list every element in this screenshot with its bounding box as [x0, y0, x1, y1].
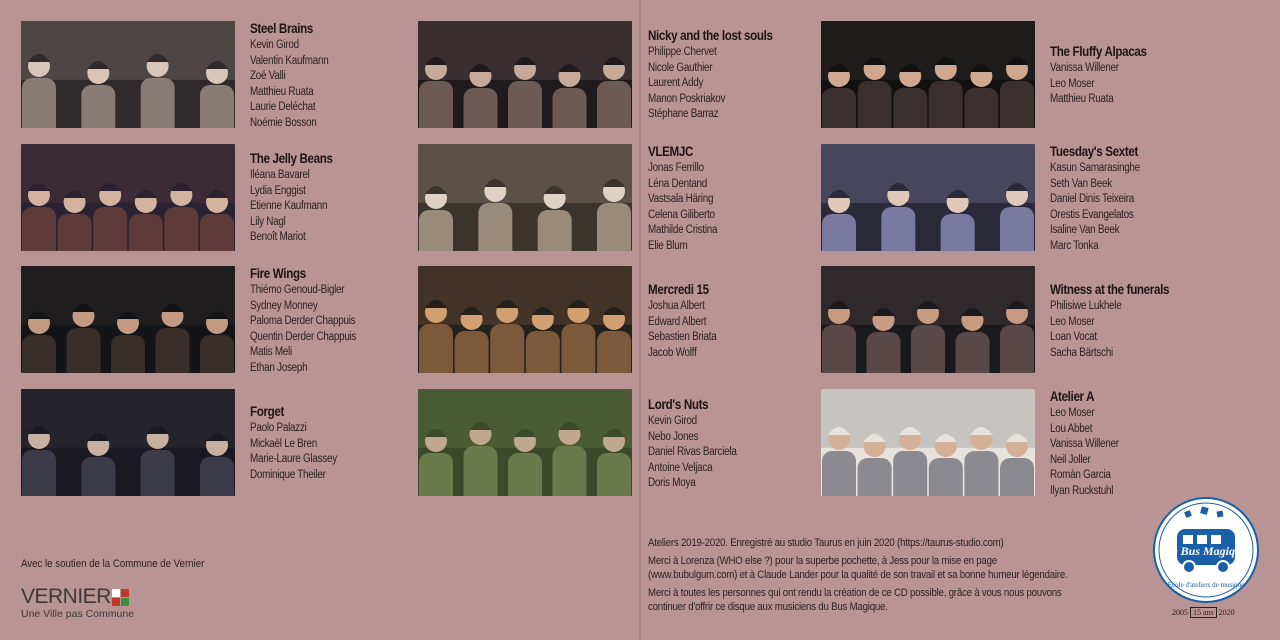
- band-member: Kevin Girod: [648, 415, 697, 427]
- year-start: 2005: [1172, 608, 1188, 617]
- band-member: Ethan Joseph: [250, 361, 308, 374]
- left-band-photo: [21, 144, 235, 251]
- band-member: Paloma Derder Chappuis: [250, 315, 356, 327]
- band-member: Sydney Monney: [250, 299, 318, 312]
- band-member: Lydia Enggist: [250, 184, 306, 197]
- band-member: Elie Blum: [648, 239, 688, 252]
- credits-line: Merci à toutes les personnes qui ont rendu la création de ce CD possible, grâce à vous nous pouvons continuer d'offrir ce disque aux musiciens du Bus Magique.: [648, 587, 1062, 613]
- band-member: Marc Tonka: [1050, 239, 1099, 252]
- band-member: Edward Albert: [648, 315, 707, 328]
- band-member: Nebo Jones: [648, 430, 699, 443]
- band-member: Romàn Garcia: [1050, 469, 1111, 481]
- band-block: [250, 266, 480, 376]
- center-fold: [639, 0, 641, 640]
- band-name: Nicky and the lost souls: [648, 28, 773, 43]
- band-member: Celena Giliberto: [648, 208, 715, 221]
- band-member: Daniel Rivas Barciela: [648, 446, 737, 458]
- band-member: Laurie Deléchat: [250, 101, 316, 113]
- band-member: Ilyan Ruckstuhl: [1050, 484, 1114, 497]
- band-member: Doris Moya: [648, 477, 696, 489]
- band-member: Vanissa Willener: [1050, 438, 1119, 450]
- band-name: Witness at the funerals: [1050, 282, 1170, 297]
- band-member: Jonas Ferrillo: [648, 162, 704, 174]
- band-block: [648, 282, 878, 361]
- band-member: Orestis Evangelatos: [1050, 208, 1134, 221]
- band-member: Philippe Chervet: [648, 46, 717, 58]
- band-member: Sebastien Briata: [648, 331, 717, 343]
- band-member: Léna Dentand: [648, 177, 708, 190]
- band-member: Laurent Addy: [648, 77, 704, 89]
- band-member: Thiémo Genoud-Bigler: [250, 284, 345, 296]
- band-member: Dominique Theiler: [250, 468, 326, 481]
- band-member: Jacob Wolff: [648, 346, 697, 359]
- band-member: Kevin Girod: [250, 39, 299, 51]
- band-member: Marie-Laure Glassey: [250, 453, 337, 465]
- band-member: Daniel Dinis Teixeira: [1050, 193, 1135, 205]
- band-block: [648, 28, 878, 123]
- credits-line: Ateliers 2019-2020. Enregistré au studio Taurus en juin 2020 (https://taurus-studio.com): [648, 537, 1004, 549]
- anniversary-label: 15 ans: [1190, 607, 1217, 618]
- band-name: The Fluffy Alpacas: [1050, 44, 1147, 59]
- band-block: [648, 144, 878, 254]
- left-band-photo: [21, 266, 235, 373]
- band-member: Seth Van Beek: [1050, 177, 1112, 190]
- anniversary-years: [1172, 608, 1235, 617]
- band-member: Paolo Palazzi: [250, 422, 307, 434]
- band-member: Sacha Bärtschi: [1050, 346, 1113, 359]
- left-band-photo: [21, 21, 235, 128]
- band-member: Quentin Derder Chappuis: [250, 330, 357, 343]
- band-name: Tuesday's Sextet: [1050, 144, 1139, 159]
- band-member: Benoît Mariot: [250, 231, 306, 243]
- band-block: [1050, 144, 1280, 254]
- band-member: Matis Meli: [250, 346, 292, 358]
- band-member: Valentin Kaufmann: [250, 54, 329, 67]
- band-member: Etienne Kaufmann: [250, 200, 328, 212]
- logo-tagline: École d'ateliers de musique: [1167, 581, 1245, 589]
- band-name: Forget: [250, 404, 285, 419]
- band-member: Antoine Veljaca: [648, 461, 713, 474]
- band-member: Loan Vocat: [1050, 331, 1097, 343]
- band-block: [1050, 282, 1280, 361]
- band-member: Vastsala Häring: [648, 193, 714, 205]
- band-name: Fire Wings: [250, 266, 306, 281]
- band-member: Philisiwe Lukhele: [1050, 300, 1122, 312]
- band-name: Lord's Nuts: [648, 397, 709, 412]
- band-block: [250, 21, 480, 131]
- band-block: [250, 151, 480, 246]
- credits-line: Merci à Lorenza (WHO else ?) pour la superbe pochette, à Jess pour la mise en page (www.bubulgum.com) et à Claude Lander pour la qualité de son travail et sa bonne humeur légendaire.: [648, 555, 1068, 581]
- band-member: Iléana Bavarel: [250, 169, 310, 181]
- band-member: Stéphane Barraz: [648, 108, 719, 120]
- band-member: Mickaël Le Bren: [250, 437, 318, 450]
- band-member: Mathilde Cristina: [648, 224, 718, 236]
- band-member: Zoé Valli: [250, 70, 286, 82]
- band-block: [250, 404, 480, 483]
- left-band-photo: [21, 389, 235, 496]
- band-member: Neil Joller: [1050, 453, 1091, 466]
- vernier-flag-icon: [112, 589, 129, 606]
- band-name: Atelier A: [1050, 389, 1095, 404]
- band-block: [1050, 44, 1280, 108]
- band-member: Nicole Gauthier: [648, 61, 713, 74]
- band-member: Manon Poskriakov: [648, 92, 726, 105]
- vernier-logo-name: VERNIER: [21, 585, 111, 608]
- year-end: 2020: [1218, 608, 1235, 617]
- band-name: VLEMJC: [648, 144, 694, 159]
- band-member: Joshua Albert: [648, 300, 705, 312]
- band-member: Lily Nagl: [250, 215, 286, 228]
- band-member: Leo Moser: [1050, 77, 1095, 90]
- bus-magique-logo: [1153, 497, 1259, 603]
- band-member: Leo Moser: [1050, 315, 1095, 328]
- credits-block: [648, 536, 1148, 618]
- band-member: Noémie Bosson: [250, 116, 317, 129]
- band-member: Vanissa Willener: [1050, 62, 1119, 74]
- logo-name: Le Bus Magique: [1164, 544, 1248, 558]
- band-member: Isaline Van Beek: [1050, 224, 1120, 236]
- band-name: Steel Brains: [250, 21, 313, 36]
- band-name: The Jelly Beans: [250, 151, 333, 166]
- band-member: Matthieu Ruata: [1050, 93, 1114, 105]
- band-member: Matthieu Ruata: [250, 85, 314, 98]
- band-block: [648, 397, 878, 492]
- bus-icon: [1155, 499, 1257, 601]
- band-member: Kasun Samarasinghe: [1050, 162, 1140, 174]
- vernier-logo-tagline: Une Ville pas Commune: [21, 608, 135, 620]
- band-member: Lou Abbet: [1050, 422, 1093, 435]
- band-block: [1050, 389, 1280, 499]
- band-name: Mercredi 15: [648, 282, 709, 297]
- band-member: Leo Moser: [1050, 407, 1095, 419]
- support-text: Avec le soutien de la Commune de Vernier: [21, 558, 205, 570]
